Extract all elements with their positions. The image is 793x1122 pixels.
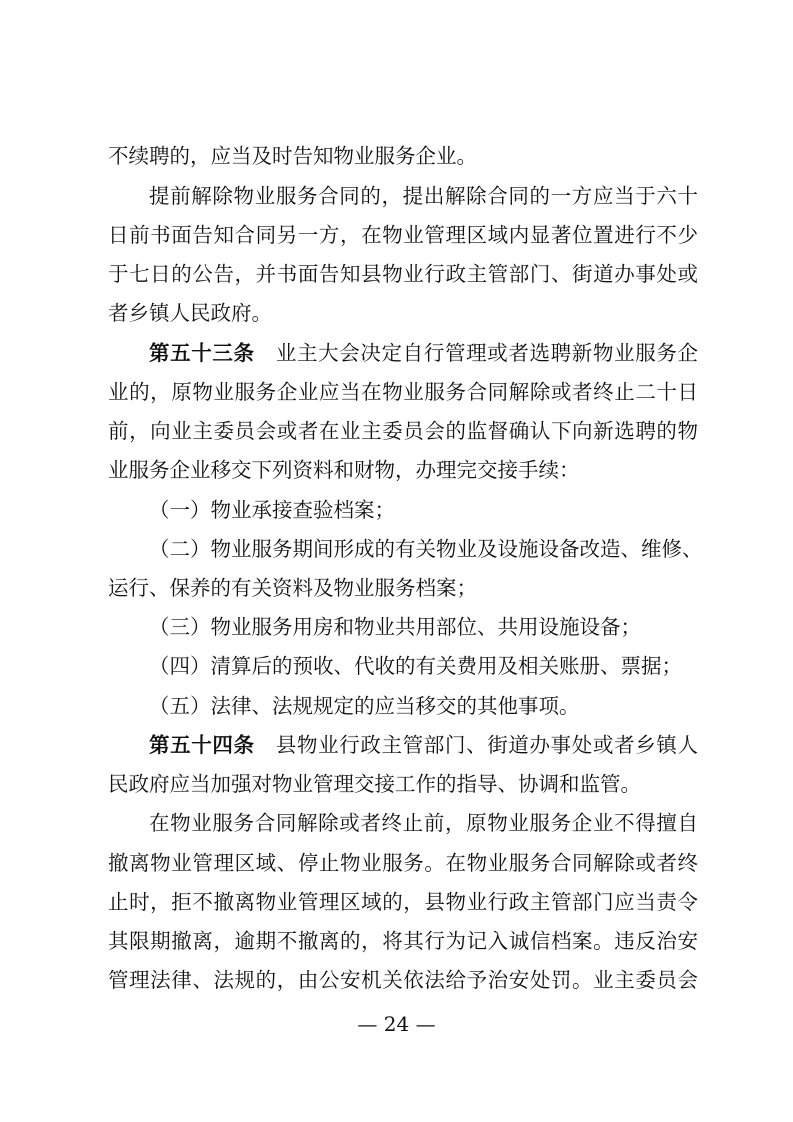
text-line: 止时，拒不撤离物业管理区域的，县物业行政主管部门应当责令 [108, 890, 698, 914]
text-line: 者乡镇人民政府。 [108, 301, 272, 325]
article-54-first-line [149, 729, 698, 761]
text-line: 提前解除物业服务合同的，提出解除合同的一方应当于六十 [149, 184, 698, 208]
text-line: 撤离物业管理区域、停止物业服务。在物业服务合同解除或者终 [108, 851, 698, 875]
text-line: 管理法律、法规的，由公安机关依法给予治安处罚。业主委员会 [108, 968, 698, 992]
list-item: （四）清算后的预收、代收的有关费用及相关账册、票据； [149, 654, 682, 678]
page-number: — 24 — [357, 1012, 436, 1036]
list-item: （五）法律、法规规定的应当移交的其他事项。 [149, 694, 580, 718]
list-item: （三）物业服务用房和物业共用部位、共用设施设备； [149, 615, 641, 639]
article-53-heading: 第五十三条 [149, 341, 255, 365]
list-item: （二）物业服务期间形成的有关物业及设施设备改造、维修、 [149, 537, 703, 561]
text-line: 于七日的公告，并书面告知县物业行政主管部门、街道办事处或 [108, 262, 698, 286]
text-line: 民政府应当加强对物业管理交接工作的指导、协调和监管。 [108, 772, 641, 796]
article-53-first-line [149, 337, 698, 369]
text-line: 不续聘的，应当及时告知物业服务企业。 [108, 144, 477, 168]
text-line: 运行、保养的有关资料及物业服务档案； [108, 576, 477, 600]
article-54-heading: 第五十四条 [149, 733, 255, 757]
text-line: 业的，原物业服务企业应当在物业服务合同解除或者终止二十日 [108, 380, 698, 404]
list-item: （一）物业承接查验档案； [149, 498, 395, 522]
text-line: 在物业服务合同解除或者终止前，原物业服务企业不得擅自 [149, 811, 698, 835]
text-line: 前，向业主委员会或者在业主委员会的监督确认下向新选聘的物 [108, 419, 698, 443]
article-53-text: 业主大会决定自行管理或者选聘新物业服务企 [275, 341, 699, 365]
text-line: 其限期撤离，逾期不撤离的，将其行为记入诚信档案。违反治安 [108, 929, 698, 953]
text-line: 日前书面告知合同另一方，在物业管理区域内显著位置进行不少 [108, 223, 698, 247]
text-line: 业服务企业移交下列资料和财物，办理完交接手续： [108, 458, 580, 482]
article-54-text: 县物业行政主管部门、街道办事处或者乡镇人 [275, 733, 699, 757]
